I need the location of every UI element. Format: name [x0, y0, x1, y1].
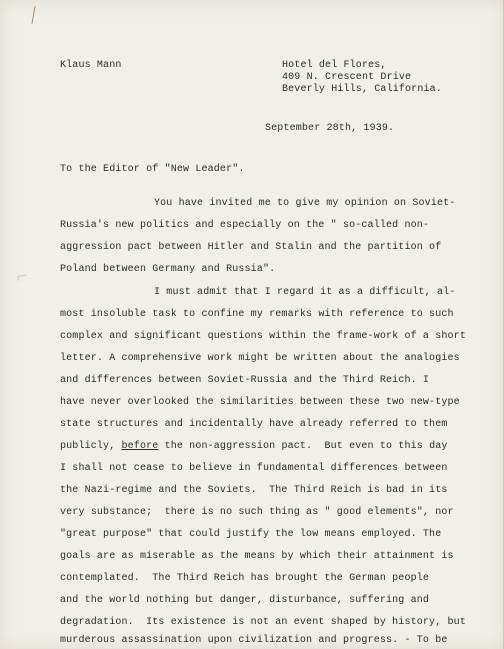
paragraph-2-line-9: I shall not cease to believe in fundamental differences between — [60, 463, 448, 474]
paragraph-2-line-4: letter. A comprehensive work might be written about the analogies — [60, 353, 460, 364]
address-line-1: Hotel del Flores, — [282, 60, 387, 71]
paragraph-2-line-3: complex and significant questions within the frame-work of a short — [60, 331, 466, 342]
publicly-remainder: the non-aggression pact. But even to this day — [158, 441, 448, 452]
paragraph-2-line-17: murderous assassination upon civilization and progress. - To be — [60, 635, 448, 646]
paragraph-1-line-2: Russia's new politics and especially on the " so-called non- — [60, 220, 430, 231]
paragraph-2-line-6: have never overlooked the similarities between these two new-type — [60, 397, 460, 408]
paragraph-1-line-3: aggression pact between Hitler and Stalin and the partition of — [60, 242, 442, 253]
paragraph-2-line-10: the Nazi-regime and the Soviets. The Third Reich is bad in its — [60, 485, 448, 496]
paragraph-1-line-4: Poland between Germany and Russia". — [60, 264, 276, 275]
underlined-before: before — [121, 441, 159, 452]
paragraph-1-line-1: You have invited me to give my opinion on Soviet- — [154, 198, 456, 209]
paragraph-2-line-2: most insoluble task to confine my remarks with reference to such — [60, 309, 454, 320]
paragraph-2-line-1: I must admit that I regard it as a difficult, al- — [154, 287, 456, 298]
sender-name: Klaus Mann — [60, 60, 122, 71]
address-line-3: Beverly Hills, California. — [282, 84, 442, 95]
paragraph-2-line-15: and the world nothing but danger, disturbance, suffering and — [60, 595, 430, 606]
bleed-through-mark: ⌐ — [15, 267, 29, 289]
publicly-text: publicly, — [60, 441, 122, 452]
paragraph-2-line-11: very substance; there is no such thing as " good elements", nor — [60, 507, 454, 518]
paragraph-2-line-16: degradation. Its existence is not an event shaped by history, but — [60, 617, 466, 628]
salutation: To the Editor of "New Leader". — [60, 164, 245, 175]
paragraph-2-line-12: "great purpose" that could justify the low means employed. The — [60, 529, 442, 540]
address-line-2: 409 N. Crescent Drive — [282, 72, 412, 83]
paragraph-2-line-5: and differences between Soviet-Russia and the Third Reich. I — [60, 375, 430, 386]
pencil-mark — [31, 6, 38, 24]
paragraph-2-line-8 — [60, 441, 448, 453]
letter-date: September 28th, 1939. — [265, 123, 395, 134]
paragraph-2-line-14: contemplated. The Third Reich has brought the German people — [60, 573, 430, 584]
paragraph-2-line-7: state structures and incidentally have already referred to them — [60, 419, 448, 430]
paragraph-2-line-13: goals are as miserable as the means by which their attainment is — [60, 551, 454, 562]
